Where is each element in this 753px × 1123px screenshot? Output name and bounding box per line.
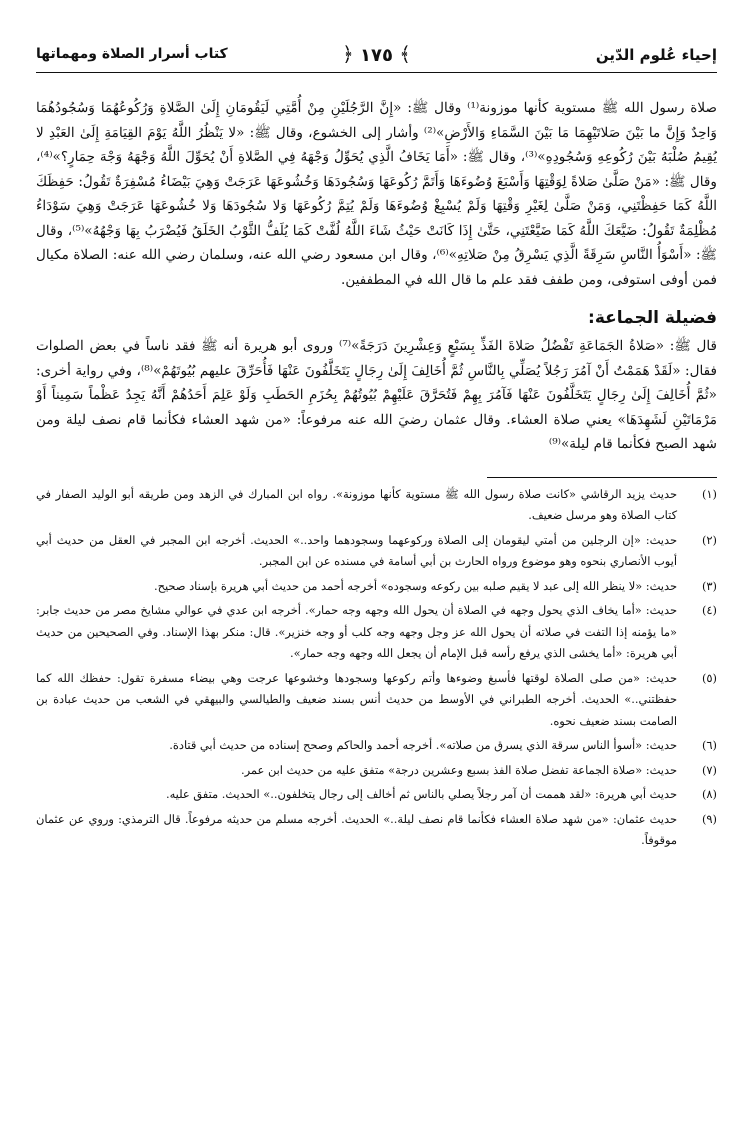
header-rule [36,72,717,73]
main-text-2 [36,334,717,457]
paragraph-congregation: قال ﷺ: «صَلاةُ الجَمَاعَةِ تَفْضُلُ صَلاةَ الفَذِّ بِسَبْعٍ وَعِشْرِينَ دَرَجَةً»⁽⁷⁾ وروى أبو هريرة أنه ﷺ فقد ناساً في بعض الصلوات فقال: «لَقَدْ هَمَمْتُ أَنْ آمُرَ رَجُلاً يُصَلِّي بِالنَّاسِ ثُمَّ أُخَالِفَ إِلَىٰ رِجَالٍ يَتَخَلَّفُونَ عَنْهَا فَأُحَرِّقَ عليهم بُيُوتَهُمْ»⁽⁸⁾، وفي رواية أخرى: «ثُمَّ أُخَالِفَ إِلَىٰ رِجَالٍ يَتَخَلَّفُونَ عَنْهَا فَآمُرَ بِهِمْ فَتُحَرَّقَ عَلَيْهِمْ بُيُوتُهُمْ بِحُزَمِ الحَطَبِ وَلَوْ عَلِمَ أَحَدُهُمْ أَنَّهُ يَجِدُ عَظْماً سَمِيناً أَوْ مَرْمَاتَيْنِ لَشَهِدَهَا» يعني صلاة العشاء. وقال عثمان رضيَ الله عنه مرفوعاً: «من شهد العشاء فكأنما قام نصف ليلة ومن شهد الصبح فكأنما قام ليلة»⁽⁹⁾ [36,338,717,452]
footnote [36,600,717,665]
footnote-number: (٧) [701,762,717,777]
footnote [36,760,717,782]
paragraph-prayer-quality: صلاة رسول الله ﷺ مستوية كأنها موزونة⁽¹⁾ وقال ﷺ: «إِنَّ الرَّجُلَيْنِ مِنْ أُمَّتِي لَيَقُومَانِ إِلَىٰ الصَّلاةِ وَرُكُوعُهُمَا وَسُجُودُهُمَا وَاحِدٌ وَإِنَّ ما بَيْنَ صَلاتَيْهِمَا مَا بَيْنَ السَّمَاءِ وَالأَرْضِ»⁽²⁾ وأشار إلى الخشوع، وقال ﷺ: «لا يَنْظُرُ اللَّهُ يَوْمَ القِيَامَةِ إِلَىٰ العَبْدِ لا يُقِيمُ صُلْبَهُ بَيْنَ رُكُوعِهِ وَسُجُودِهِ»⁽³⁾، وقال ﷺ: «أَمَا يَخَافُ الَّذِي يُحَوِّلُ وَجْهَهُ فِي الصَّلاةِ أَنْ يُحَوِّلَ اللَّهُ وَجْهَهُ وَجْهَ حِمَارٍ؟»⁽⁴⁾، وقال ﷺ: «مَنْ صَلَّىٰ صَلاةً لِوَقْتِهَا وَأَسْبَغَ وُضُوءَهَا وَأَتَمَّ رُكُوعَهَا وَسُجُودَهَا وَخُشُوعَهَا عَرَجَتْ وَهِيَ بَيْضَاءُ مُسْفِرَةٌ تَقُولُ: حَفِظَكَ اللَّهُ كَمَا حَفِظْتَنِي، وَمَنْ صَلَّىٰ لِغَيْرِ وَقْتِهَا وَلَمْ يُسْبِغْ وُضُوءَهَا وَلَمْ يُتِمَّ رُكُوعَهَا وَلا سُجُودَهَا وَلا خُشُوعَهَا عَرَجَتْ وَهِيَ سَوْدَاءُ مُظْلِمَةٌ تَقُولُ: ضَيَّعَكَ اللَّهُ كَمَا ضَيَّعْتَنِي، حَتَّىٰ إِذَا كَانَتْ حَيْثُ شَاءَ اللَّهُ لُفَّتْ كَمَا يُلَفُّ الثَّوْبُ الخَلَقُ فَيُضْرَبُ بِهَا وَجْهُهُ»⁽⁵⁾، وقال ﷺ: «أَسْوَأُ النَّاسِ سَرِقَةً الَّذِي يَسْرِقُ مِنْ صَلاتِهِ»⁽⁶⁾، وقال ابن مسعود رضي الله عنه، وسلمان رضي الله عنه: الصلاة مكيال فمن أوفى استوفى، ومن طفف فقد علم ما قال الله في المطففين. [36,100,718,288]
footnote [36,530,717,573]
book-title: إحياء عُلوم الدّين [595,46,717,64]
footnote-number: (٦) [701,738,717,752]
footnote-text: حديث يزيد الرقاشي «كانت صلاة رسول الله ﷺ مستوية كأنها موزونة». رواه ابن المبارك في الزهد ومن طريقه أبو الوليد الصفار في كتاب الصلاة وهو مرسل ضعيف. [36,486,677,522]
footnote-number: (٣) [701,578,717,593]
footnote-number: (٥) [701,670,717,685]
running-header [36,42,717,76]
footnote [36,576,717,598]
footnote-number: (٤) [701,603,717,617]
footnote [36,735,717,757]
footnote [36,809,717,852]
footnote-text: حديث: «أما يخاف الذي يحول وجهه في الصلاة أن يحول الله وجهه وجه حمار». أخرجه ابن عدي في عوالي مشايخ مصر من حديث جابر: «ما يؤمنه إذا التفت في صلاته أن يحول الله عز وجل وجهه وجه كلب أو وجه خنزير». قال: منكر بهذا الإسناد. وفي الصحيحين من حديث أبي هريرة: «أما يخشى الذي يرفع رأسه قبل الإمام أن يجعل الله وجهه وجه حمار». [36,603,677,660]
footnote-number: (٨) [701,787,717,801]
footnote [36,784,717,806]
footnote-number: (١) [701,486,717,501]
footnote [36,668,717,733]
footnote-number: (٢) [701,532,717,547]
page-number [342,42,411,66]
ornament-left-icon: ﴿ [342,42,354,66]
section-heading: فضيلة الجماعة: [588,308,717,328]
page-number-value: ١٧٥ [360,45,393,66]
main-text [36,96,717,292]
footnote-text: حديث: «من صلى الصلاة لوقتها فأسبغ وضوءها وأتم ركوعها وسجودها وخشوعها عرجت وهي بيضاء مسفرة تقول: حفظك الله كما حفظتني..» الحديث. أخرجه الطبراني في الأوسط من حديث أنس بسند ضعيف والطيالسي والبيهقي في الشعب من حديث عبادة بن الصامت بسند ضعيف نحوه. [36,670,677,728]
footnote-text: حديث أبي هريرة: «لقد هممت أن آمر رجلاً يصلي بالناس ثم أخالف إلى رجال يتخلفون..» الحديث. متفق عليه. [165,787,677,801]
footnote-text: حديث: «إن الرجلين من أمتي ليقومان إلى الصلاة وركوعهما وسجودهما واحد..» الحديث. أخرجه ابن المجبر في العقل من حديث أبي أيوب الأنصاري بنحوه وهو موضوع ورواه الحارث بن أبي أسامة في مسنده عن ابن المجبر. [36,532,677,568]
footnotes [36,484,717,852]
footnote-separator-wrap [36,477,717,478]
footnote [36,484,717,527]
footnote-number: (٩) [701,811,717,826]
footnote-text: حديث: «لا ينظر الله إلى عبد لا يقيم صلبه بين ركوعه وسجوده» أخرجه أحمد من حديث أبي هريرة بإسناد صحيح. [154,578,677,593]
chapter-title: كتاب أسرار الصلاة ومهماتها [36,46,228,62]
footnote-text: حديث: «صلاة الجماعة تفضل صلاة الفذ بسبع وعشرين درجة» متفق عليه من حديث ابن عمر. [241,762,677,777]
footnote-text: حديث: «أسوأ الناس سرقة الذي يسرق من صلاته». أخرجه أحمد والحاكم وصحح إسناده من حديث أبي قتادة. [169,738,677,752]
footnote-text: حديث عثمان: «من شهد صلاة العشاء فكأنما قام نصف ليلة..» الحديث. أخرجه مسلم من حديثه مرفوعاً. قال الترمذي: وروي عن عثمان موقوفاً. [36,811,677,847]
footnote-separator [487,477,717,478]
ornament-right-icon: ﴾ [399,42,411,66]
